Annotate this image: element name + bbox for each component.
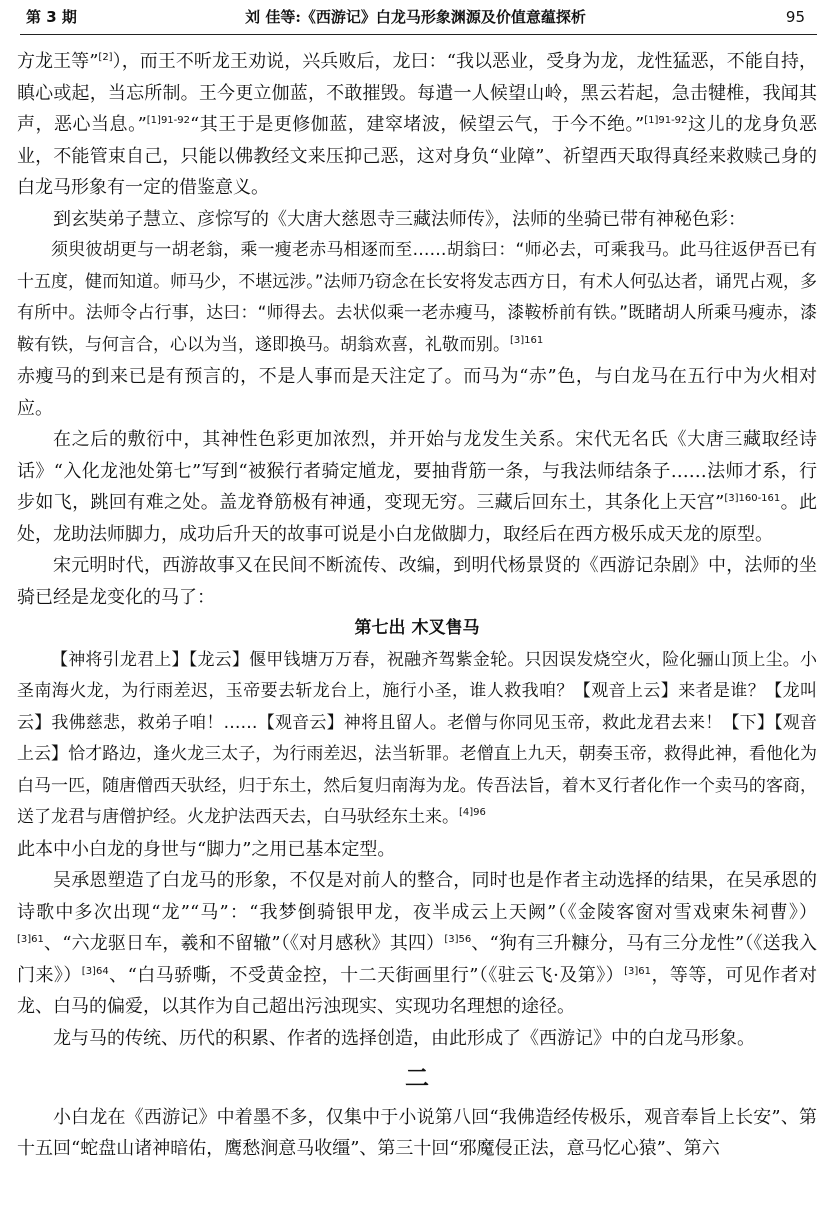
block-quote-biography: 须臾彼胡更与一胡老翁，乘一瘦老赤马相逐而至……胡翁曰：“师必去，可乘我马。此马往返伊吾已有十五度，健而知道。师马少，不堪远涉。”法师乃窃念在长安将发志西方日，有术人何弘达者，诵咒占观，多有所中。法师令占行事，达曰：“师得去。去状似乘一老赤瘦马，漆鞍桥前有铁。”既睹胡人所乘马瘦赤，漆鞍有铁，与何言合，心以为当，遂即换马。胡翁欢喜，礼敬而别。$^{[3]161}$ bbox=[17, 240, 817, 355]
paragraph-3: 赤瘦马的到来已是有预言的，不是人事而是天注定了。而马为“赤”色，与白龙马在五行中为火相对应。 bbox=[17, 366, 817, 419]
article-body bbox=[17, 46, 817, 1165]
paragraph-4: 在之后的敷衍中，其神性色彩更加浓烈，并开始与龙发生关系。宋代无名氏《大唐三藏取经诗话》“入化龙池处第七”写到“被猴行者骑定馗龙，要抽背筋一条，与我法师结条子……法师才系，行步如飞，跳回有难之处。盖龙脊筋极有神通，变现无穷。三藏后回东土，其条化上天宫”$^{[3]160-161}$。此处，龙助法师脚力，成功后升天的故事可说是小白龙做脚力，取经后在西方极乐成天龙的原型。 bbox=[17, 429, 818, 545]
paragraph-5: 宋元明时代，西游故事又在民间不断流传、改编，到明代杨景贤的《西游记杂剧》中，法师的坐骑已经是龙变化的马了： bbox=[17, 555, 817, 608]
block-quote-play: 【神将引龙君上】【龙云】偃甲钱塘万万春，祝融齐驾紫金轮。只因误发烧空火，险化骊山顶上尘。小圣南海火龙，为行雨差迟，玉帝要去斩龙台上，施行小圣，谁人救我咱？【观音上云】来者是谁？【龙叫云】我佛慈悲，救弟子咱！……【观音云】神将且留人。老僧与你同见玉帝，救此龙君去来！【下】【观音上云】恰才路边，逢火龙三太子，为行雨差迟，法当斩罪。老僧直上九天，朝奏玉帝，救得此神，看他化为白马一匹，随唐僧西天驮经，归于东土，然后复归南海为龙。传吾法旨，着木叉行者化作一个卖马的客商，送了龙君与唐僧护经。火龙护法西天去，白马驮经东土来。$^{[4]96}$ bbox=[17, 649, 817, 827]
page-number: 95 bbox=[785, 8, 805, 26]
section-heading: 二 bbox=[405, 1063, 429, 1092]
paragraph-1: 方龙王等”[2]），而王不听龙王劝说，兴兵败后，龙曰：“我以恶业，受身为龙，龙性猛恶，不能自持，瞋心或起，当忘所制。王今更立伽蓝，不敢摧毁。每遣一人候望山岭，黑云若起，急击犍椎，我闻其声，恶心当息。”$^{[1]91-92}$“其王于是更修伽蓝，建窣堵波，候望云气，于今不绝。”$^{[1]91-92}$这儿的龙身负恶业，不能管束自己，只能以佛教经文来压抑己恶，这对身负“业障”、祈望西天取得真经来救赎己身的白龙马形象有一定的借鉴意义。 bbox=[17, 51, 817, 198]
play-act-title: 第七出 木叉售马 bbox=[354, 618, 480, 638]
running-header bbox=[20, 4, 811, 30]
paragraph-7: 吴承恩塑造了白龙马的形象，不仅是对前人的整合，同时也是作者主动选择的结果，在吴承恩的诗歌中多次出现“龙”“马”：“我梦倒骑银甲龙，夜半成云上天阙”（《金陵客窗对雪戏柬朱祠曹》）$^{[3]61}$、“六龙驱日车，羲和不留辙”（《对月感秋》其四）$^{[3]56}$、“狗有三升糠分，马有三分龙性”（《送我入门来》）$^{[3]64}$、“白马骄嘶，不受黄金控，十二天街画里行”（《驻云飞·及第》）$^{[3]61}$，等等，可见作者对龙、白马的偏爱，以其作为自己超出污浊现实、实现功名理想的途径。 bbox=[17, 870, 818, 1017]
paragraph-8: 龙与马的传统、历代的积累、作者的选择创造，由此形成了《西游记》中的白龙马形象。 bbox=[53, 1027, 755, 1049]
running-title: 刘 佳等:《西游记》白龙马形象渊源及价值意蕴探析 bbox=[245, 8, 586, 26]
paragraph-6: 此本中小白龙的身世与“脚力”之用已基本定型。 bbox=[17, 838, 396, 860]
paragraph-2: 到玄奘弟子慧立、彦悰写的《大唐大慈恩寺三藏法师传》，法师的坐骑已带有神秘色彩： bbox=[53, 208, 746, 230]
header-rule bbox=[20, 34, 817, 35]
paragraph-9: 小白龙在《西游记》中着墨不多，仅集中于小说第八回“我佛造经传极乐，观音奉旨上长安”、第十五回“蛇盘山诸神暗佑，鹰愁涧意马收缰”、第三十回“邪魔侵正法，意马忆心猿”、第六 bbox=[17, 1106, 817, 1159]
issue-label: 第 3 期 bbox=[26, 8, 77, 26]
